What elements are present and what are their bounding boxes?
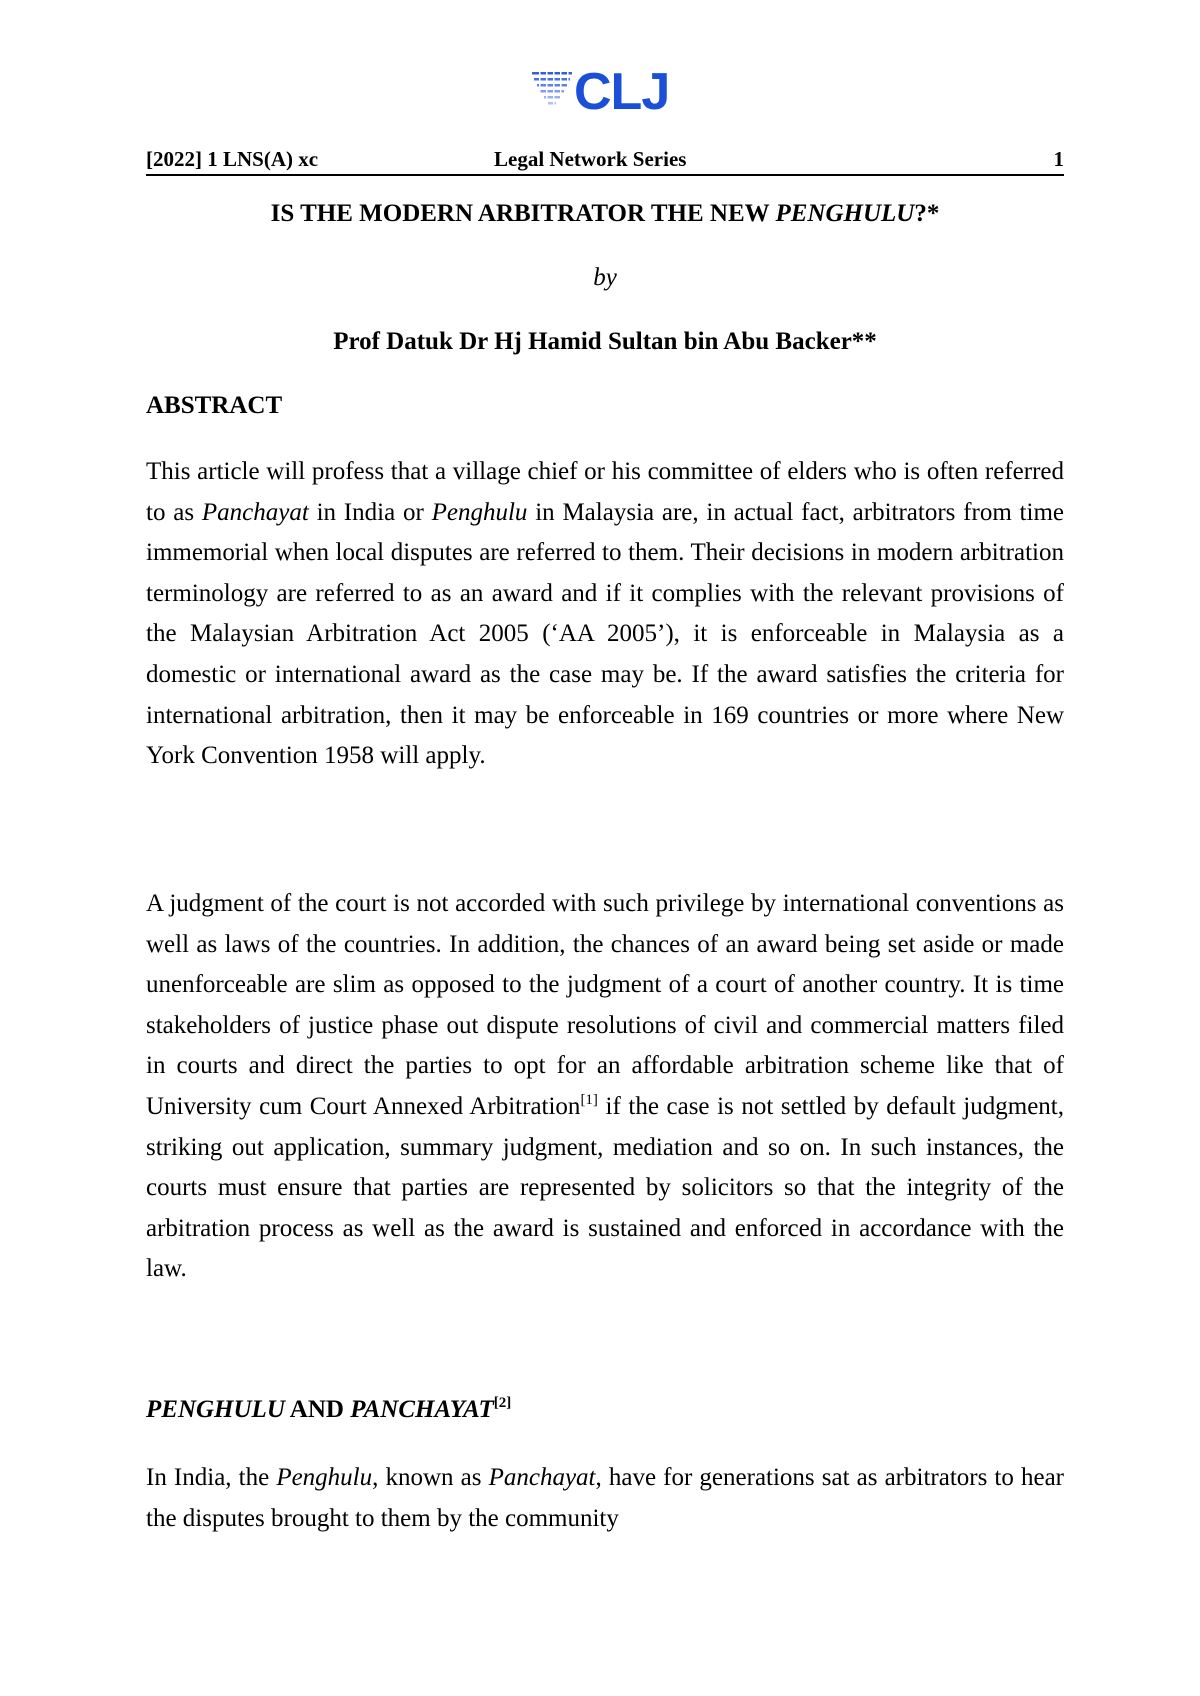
text-run: , have for generations sat as arbitrators to hear the disputes brought to them by the community xyxy=(146,1464,1064,1532)
abstract-paragraph-1 xyxy=(146,452,1064,777)
title-main: IS THE MODERN ARBITRATOR THE NEW xyxy=(270,200,776,227)
text-run: , known as xyxy=(372,1464,489,1491)
title-suffix: ?* xyxy=(914,200,940,227)
footnote-ref-1[interactable]: [1] xyxy=(580,1091,598,1108)
abstract-heading: ABSTRACT xyxy=(146,392,283,419)
italic-term: Panchayat xyxy=(201,498,309,526)
italic-term: Penghulu xyxy=(276,1464,373,1491)
heading-italic: PENGHULU xyxy=(146,1396,285,1423)
series-title: Legal Network Series xyxy=(494,147,687,171)
heading-text: AND xyxy=(284,1396,351,1423)
text-run: In India, the xyxy=(146,1464,277,1491)
heading-italic: PANCHAYAT xyxy=(350,1396,494,1423)
byline: by xyxy=(593,264,617,291)
section-heading xyxy=(146,1394,1064,1426)
footnote-ref-2[interactable]: [2] xyxy=(493,1395,512,1411)
title-italic: PENGHULU xyxy=(775,200,915,227)
abstract-paragraph-2 xyxy=(146,884,1064,1290)
text-run: This article will profess that a village chief or his committee of elders who is often referred to as xyxy=(146,458,1064,526)
article-title xyxy=(146,198,1064,230)
page-number: 1 xyxy=(1053,147,1064,171)
citation: [2022] 1 LNS(A) xc xyxy=(146,147,319,171)
italic-term: Panchayat xyxy=(488,1464,596,1491)
running-header xyxy=(146,146,1064,176)
clj-logo xyxy=(530,64,690,120)
text-run: in India or xyxy=(308,498,432,526)
section-paragraph-1 xyxy=(146,1458,1064,1539)
italic-term: Penghulu xyxy=(431,498,528,526)
text-run: if the case is not settled by default judgment, striking out application, summary judgment, mediation and so on. In such instances, the courts must ensure that parties are represented by solicitors so that the integrity of the arbitration process as well as the award is sustained and enforced in accordance with the law. xyxy=(146,1092,1064,1283)
globe-mesh-icon xyxy=(530,64,574,120)
logo-text: CLJ xyxy=(574,63,670,121)
author-name: Prof Datuk Dr Hj Hamid Sultan bin Abu Backer** xyxy=(333,328,877,355)
text-run: A judgment of the court is not accorded with such privilege by international conventions as well as laws of the countries. In addition, the chances of an award being set aside or made unenforceable are slim as opposed to the judgment of a court of another country. It is time stakeholders of justice phase out dispute resolutions of civil and commercial matters filed in courts and direct the parties to opt for an affordable arbitration scheme like that of University cum Court Annexed Arbitration xyxy=(146,890,1064,1120)
text-run: in Malaysia are, in actual fact, arbitrators from time immemorial when local disputes are referred to them. Their decisions in modern arbitration terminology are referred to as an award and if it complies with the relevant provisions of the Malaysian Arbitration Act 2005 (‘AA 2005’), it is enforceable in Malaysia as a domestic or international award as the case may be. If the award satisfies the criteria for international arbitration, then it may be enforceable in 169 countries or more where New York Convention 1958 will apply. xyxy=(146,498,1064,770)
